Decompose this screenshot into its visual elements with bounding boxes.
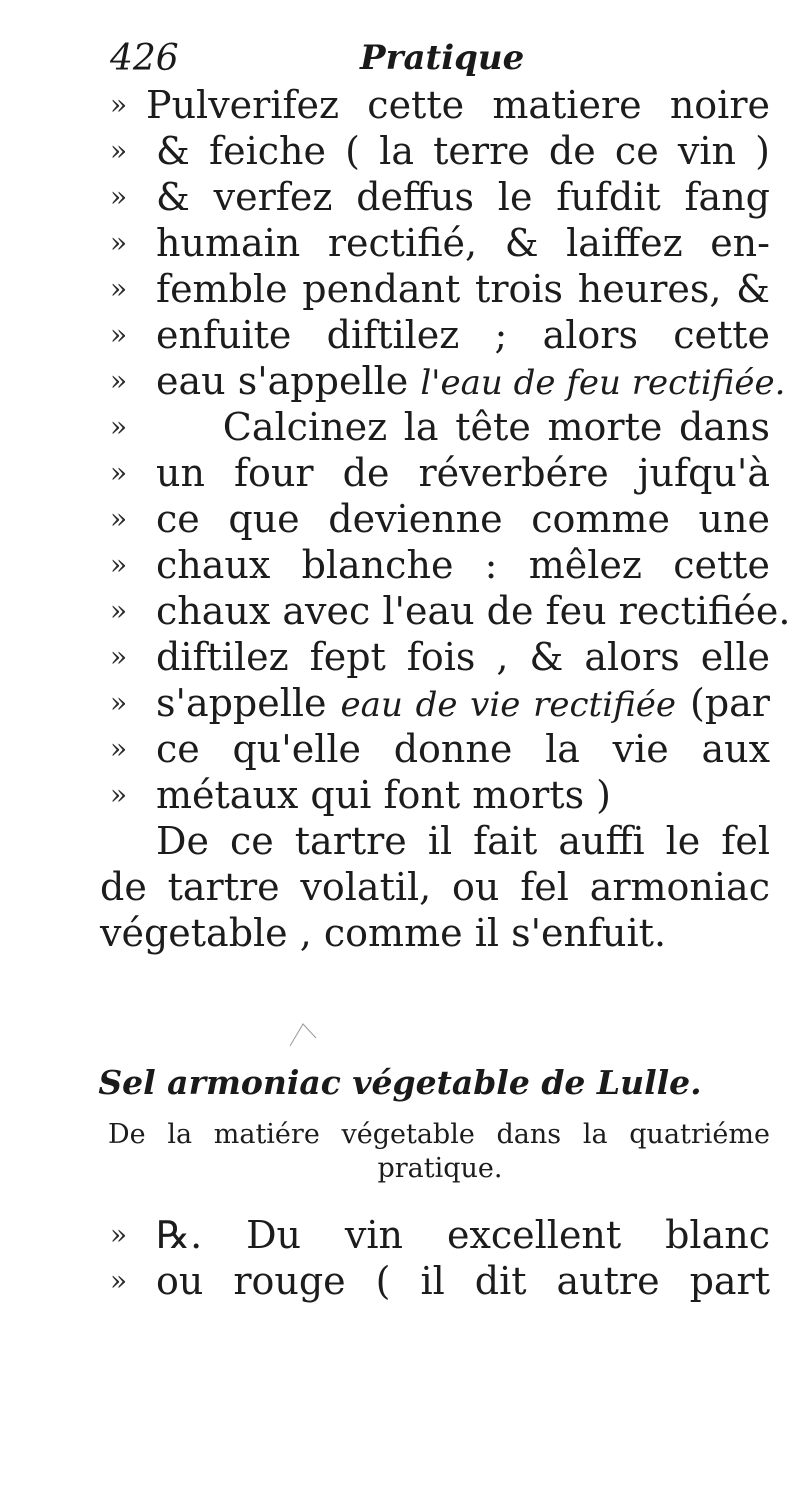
text-line (100, 864, 770, 910)
section-subtitle-line: pratique. (377, 1153, 503, 1184)
text-line (110, 726, 770, 772)
page-header (110, 38, 670, 88)
running-head: Pratique (360, 38, 525, 78)
text-line (110, 818, 770, 864)
quote-mark: » (110, 594, 128, 627)
quote-mark: » (110, 226, 128, 259)
section-subtitle-line: De la matiére végetable dans la quatriéme (108, 1119, 770, 1150)
text-line (110, 680, 770, 726)
text-line (110, 404, 770, 450)
quote-mark: » (110, 364, 128, 397)
quote-mark: » (110, 1218, 128, 1251)
text-line (110, 128, 770, 174)
italic-text: eau de vie rectifiée (340, 685, 676, 725)
ornament-mark-icon (288, 1018, 318, 1048)
line-text: ce que devienne comme une (156, 497, 770, 541)
line-text: un four de réverbére jufqu'à (156, 451, 770, 495)
text-line (110, 772, 770, 818)
line-text: chaux avec l'eau de feu rectifiée. (156, 589, 791, 633)
quote-mark: » (110, 410, 128, 443)
text-line (110, 634, 770, 680)
text-line (110, 542, 770, 588)
line-text: ℞. Du vin excellent blanc (156, 1213, 770, 1257)
quote-mark: » (110, 502, 128, 535)
quote-mark: » (110, 778, 128, 811)
quote-mark: » (110, 318, 128, 351)
quote-mark: » (110, 88, 128, 121)
text-line (110, 82, 770, 128)
line-text: métaux qui font morts ) (156, 773, 611, 817)
line-text: de tartre volatil, ou fel armoniac (100, 865, 770, 909)
text-line (100, 910, 770, 956)
line-text: De ce tartre il fait auffi le fel (156, 819, 770, 863)
quote-mark: » (110, 134, 128, 167)
body-text (100, 82, 791, 956)
line-text: & feiche ( la terre de ce vin ) (156, 129, 770, 173)
text-line (110, 588, 791, 634)
text-line (110, 174, 770, 220)
quote-mark: » (110, 1264, 128, 1297)
quote-mark: » (110, 686, 128, 719)
line-text: ce qu'elle donne la vie aux (156, 727, 770, 771)
quote-mark: » (110, 548, 128, 581)
section-title: Sel armoniac végetable de Lulle. (98, 1063, 702, 1102)
text-line (110, 1212, 770, 1258)
line-text: diftilez fept fois , & alors elle (156, 635, 770, 679)
quote-mark: » (110, 272, 128, 305)
line-text: Pulverifez cette matiere noire (146, 83, 770, 127)
section-subtitle (110, 1118, 770, 1186)
line-text: femble pendant trois heures, & (156, 267, 770, 311)
page-number: 426 (110, 38, 179, 79)
line-text: ou rouge ( il dit autre part (156, 1259, 770, 1303)
line-text: s'appelle (156, 681, 341, 725)
italic-text: l'eau de feu rectifiée. (420, 363, 786, 403)
text-line (110, 358, 786, 404)
text-line (110, 266, 770, 312)
text-line (110, 220, 770, 266)
quote-mark: » (110, 180, 128, 213)
line-text-after: (par (676, 681, 770, 725)
line-text: humain rectifié, & laiffez en- (156, 221, 770, 265)
quote-mark: » (110, 732, 128, 765)
body-text-continued (110, 1212, 770, 1304)
text-line (110, 1258, 770, 1304)
line-text: Calcinez la tête morte dans (156, 405, 770, 449)
quote-mark: » (110, 456, 128, 489)
line-text: végetable , comme il s'enfuit. (100, 911, 667, 955)
line-text: enfuite diftilez ; alors cette (156, 313, 770, 357)
line-text: chaux blanche : mêlez cette (156, 543, 770, 587)
quote-mark: » (110, 640, 128, 673)
line-text: & verfez deffus le fufdit fang (156, 175, 770, 219)
text-line (110, 312, 770, 358)
text-line (110, 496, 770, 542)
line-text: eau s'appelle (156, 359, 421, 403)
text-line (110, 450, 770, 496)
